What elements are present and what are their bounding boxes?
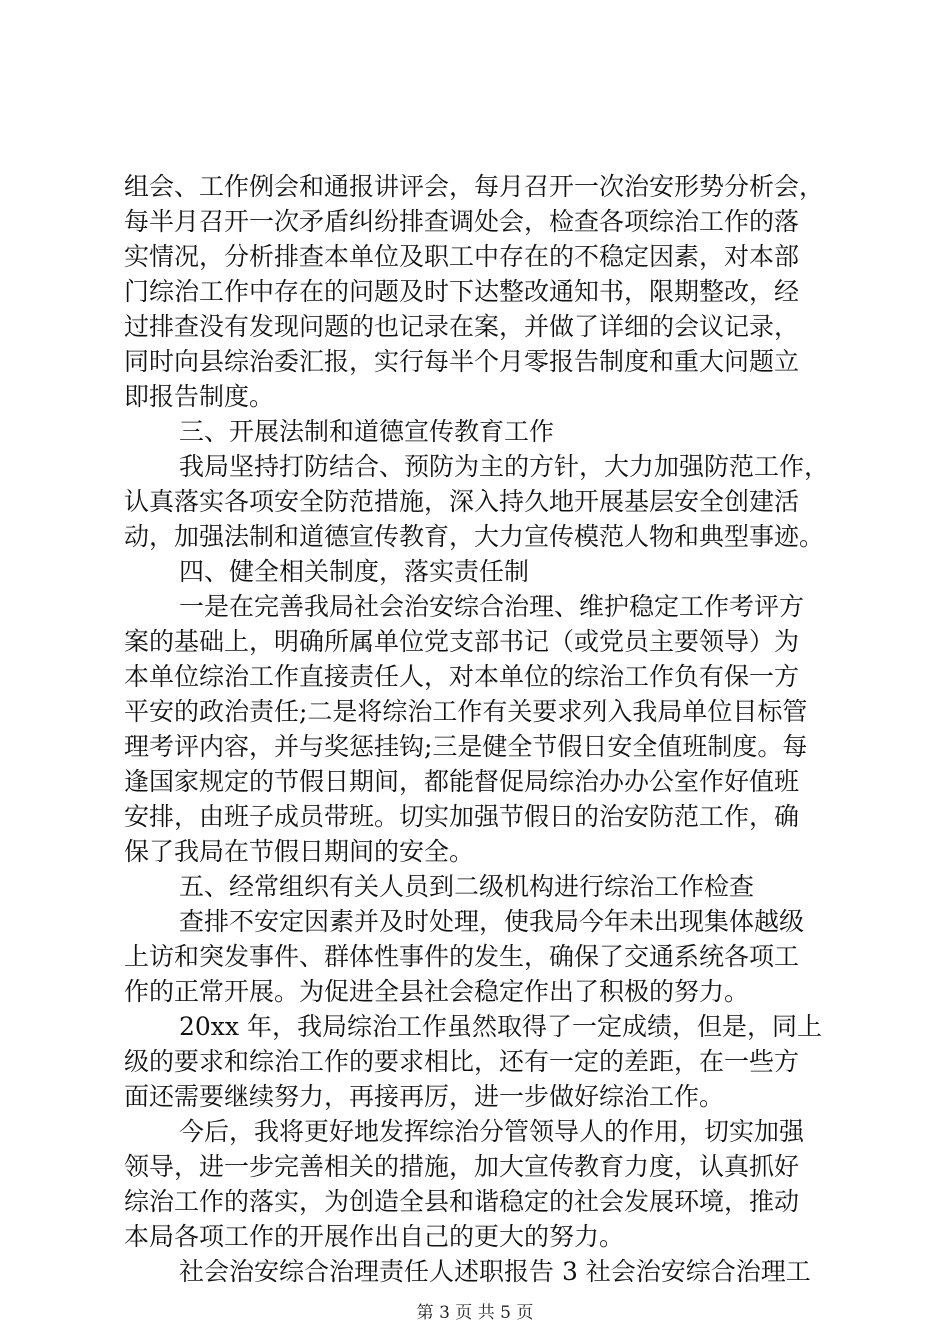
page-footer <box>0 1298 950 1328</box>
text-line <box>0 274 950 309</box>
text-line <box>0 309 950 344</box>
line-text: 20xx 年，我局综治工作虽然取得了一定成绩，但是，同上 <box>179 1012 822 1041</box>
text-line <box>0 1079 950 1114</box>
line-text: 逢国家规定的节假日期间，都能督促局综治办办公室作好值班 <box>124 767 800 796</box>
line-text: 本单位综治工作直接责任人，对本单位的综治工作负有保一方 <box>124 662 800 691</box>
line-text: 过排查没有发现问题的也记录在案，并做了详细的会议记录， <box>124 312 800 341</box>
heading-text: 四、健全相关制度，落实责任制 <box>179 557 530 586</box>
text-line <box>0 449 950 484</box>
text-line <box>0 1149 950 1184</box>
line-text: 动，加强法制和道德宣传教育，大力宣传模范人物和典型事迹。 <box>124 522 825 551</box>
text-line <box>0 764 950 799</box>
line-text: 组会、工作例会和通报讲评会，每月召开一次治安形势分析会， <box>124 172 825 201</box>
line-text: 保了我局在节假日期间的安全。 <box>124 837 475 866</box>
text-line <box>0 519 950 554</box>
text-line <box>0 904 950 939</box>
text-line <box>0 1044 950 1079</box>
heading-text: 五、经常组织有关人员到二级机构进行综治工作检查 <box>179 872 755 901</box>
line-text: 平安的政治责任;二是将综治工作有关要求列入我局单位目标管 <box>124 697 808 726</box>
page-number-label: 第 3 页 共 5 页 <box>416 1303 534 1323</box>
text-line <box>0 379 950 414</box>
text-line <box>0 694 950 729</box>
text-line <box>0 1254 950 1289</box>
text-line <box>0 799 950 834</box>
line-text: 一是在完善我局社会治安综合治理、维护稳定工作考评方 <box>179 592 805 621</box>
line-text: 安排，由班子成员带班。切实加强节假日的治安防范工作，确 <box>124 802 800 831</box>
line-text: 社会治安综合治理责任人述职报告 3 社会治安综合治理工 <box>179 1257 811 1286</box>
text-line <box>0 834 950 869</box>
section-heading <box>0 869 950 904</box>
line-text: 实情况，分析排查本单位及职工中存在的不稳定因素，对本部 <box>124 242 800 271</box>
text-line <box>0 484 950 519</box>
line-text: 作的正常开展。为促进全县社会稳定作出了积极的努力。 <box>124 977 750 1006</box>
line-text: 同时向县综治委汇报，实行每半个月零报告制度和重大问题立 <box>124 347 800 376</box>
text-line <box>0 659 950 694</box>
line-text: 我局坚持打防结合、预防为主的方针，大力加强防范工作， <box>179 452 830 481</box>
text-line <box>0 169 950 204</box>
line-text: 综治工作的落实，为创造全县和谐稳定的社会发展环境，推动 <box>124 1187 800 1216</box>
section-heading <box>0 414 950 449</box>
line-text: 每半月召开一次矛盾纠纷排查调处会，检查各项综治工作的落 <box>124 207 800 236</box>
line-text: 上访和突发事件、群体性事件的发生，确保了交通系统各项工 <box>124 942 800 971</box>
text-line <box>0 624 950 659</box>
line-text: 领导，进一步完善相关的措施，加大宣传教育力度，认真抓好 <box>124 1152 800 1181</box>
text-line <box>0 1219 950 1254</box>
text-line <box>0 589 950 624</box>
line-text: 门综治工作中存在的问题及时下达整改通知书，限期整改，经 <box>124 277 800 306</box>
text-line <box>0 344 950 379</box>
text-line <box>0 1009 950 1044</box>
heading-text: 三、开展法制和道德宣传教育工作 <box>179 417 555 446</box>
line-text: 案的基础上，明确所属单位党支部书记（或党员主要领导）为 <box>124 627 800 656</box>
line-text: 即报告制度。 <box>124 382 275 411</box>
line-text: 认真落实各项安全防范措施，深入持久地开展基层安全创建活 <box>124 487 800 516</box>
text-line <box>0 1184 950 1219</box>
line-text: 级的要求和综治工作的要求相比，还有一定的差距，在一些方 <box>124 1047 800 1076</box>
text-line <box>0 239 950 274</box>
text-line <box>0 204 950 239</box>
line-text: 本局各项工作的开展作出自己的更大的努力。 <box>124 1222 625 1251</box>
line-text: 今后，我将更好地发挥综治分管领导人的作用，切实加强 <box>179 1117 805 1146</box>
line-text: 查排不安定因素并及时处理，使我局今年未出现集体越级 <box>179 907 805 936</box>
line-text: 理考评内容，并与奖惩挂钩;三是健全节假日安全值班制度。每 <box>124 732 808 761</box>
text-line <box>0 729 950 764</box>
line-text: 面还需要继续努力，再接再厉，进一步做好综治工作。 <box>124 1082 725 1111</box>
text-line <box>0 939 950 974</box>
text-line <box>0 974 950 1009</box>
text-line <box>0 1114 950 1149</box>
section-heading <box>0 554 950 589</box>
